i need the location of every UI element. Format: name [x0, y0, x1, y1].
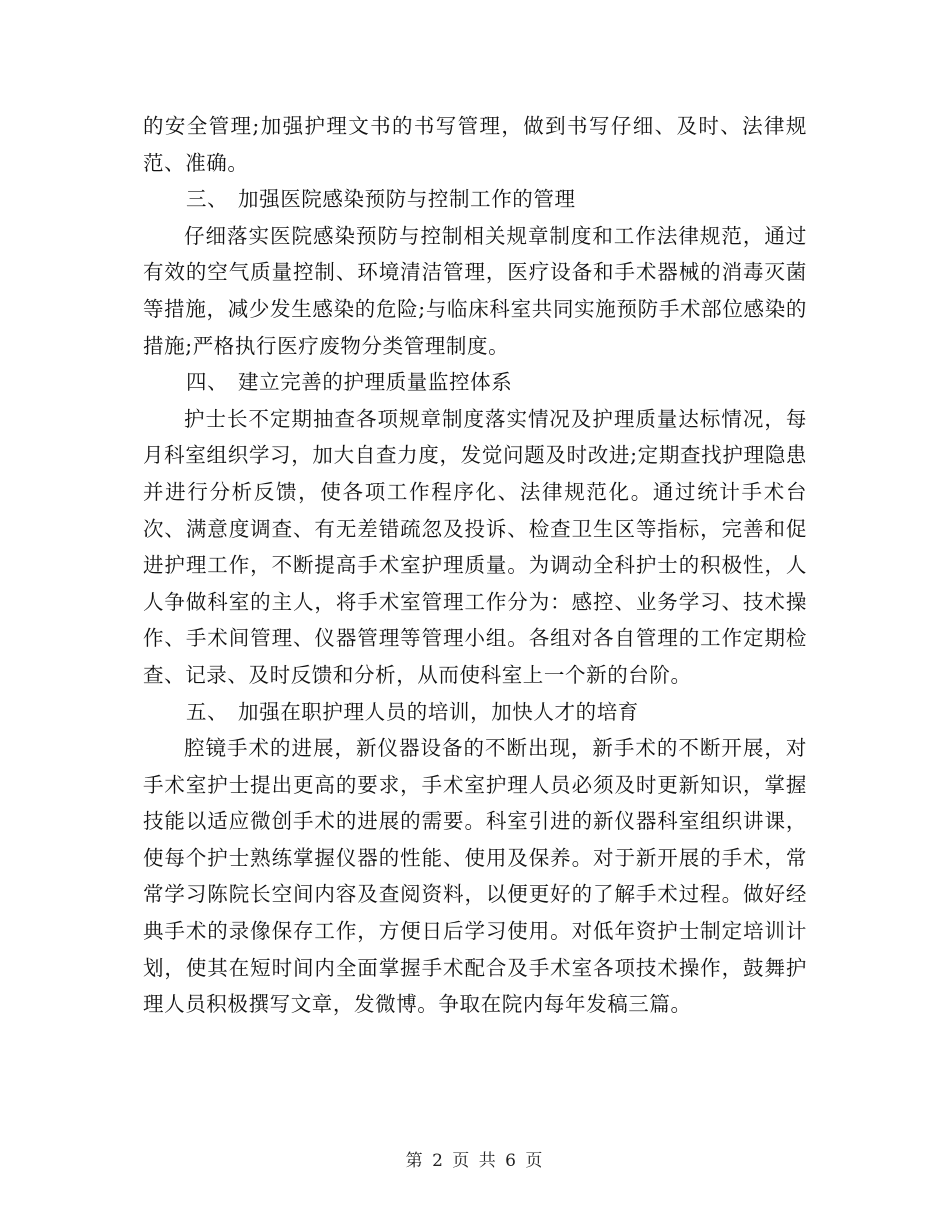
paragraph-continuation: 的安全管理;加强护理文书的书写管理，做到书写仔细、及时、法律规范、准确。	[143, 114, 807, 175]
section-number: 四、	[186, 370, 229, 395]
page-number-footer: 第 2 页 共 6 页	[405, 1151, 545, 1171]
paragraph-staff-training: 腔镜手术的进展，新仪器设备的不断出现，新手术的不断开展，对手术室护士提出更高的要求，手术室护理人员必须及时更新知识，掌握技能以适应微创手术的进展的需要。科室引进的新仪器科室组织讲课，使每个护士熟练掌握仪器的性能、使用及保养。对于新开展的手术，常常学习陈院长空间内容及查阅资料，以便更好的了解手术过程。做好经典手术的录像保存工作，方便日后学习使用。对低年资护士制定培训计划，使其在短时间内全面掌握手术配合及手术室各项技术操作，鼓舞护理人员积极撰写文章，发微博。争取在院内每年发稿三篇。	[143, 736, 807, 1017]
section-heading-4	[143, 364, 807, 401]
section-heading-5	[143, 694, 807, 731]
paragraph-infection-control: 仔细落实医院感染预防与控制相关规章制度和工作法律规范，通过有效的空气质量控制、环境清洁管理，医疗设备和手术器械的消毒灭菌等措施，减少发生感染的危险;与临床科室共同实施预防手术部位感染的措施;严格执行医疗废物分类管理制度。	[143, 223, 807, 358]
document-body	[143, 108, 807, 1023]
section-heading-3	[143, 181, 807, 218]
section-number: 三、	[186, 187, 229, 212]
section-title: 加强在职护理人员的培训，加快人才的培育	[238, 699, 639, 724]
section-title: 加强医院感染预防与控制工作的管理	[238, 187, 576, 212]
section-title: 建立完善的护理质量监控体系	[238, 370, 513, 395]
section-number: 五、	[186, 699, 229, 724]
paragraph-quality-monitoring: 护士长不定期抽查各项规章制度落实情况及护理质量达标情况，每月科室组织学习，加大自查力度，发觉问题及时改进;定期查找护理隐患并进行分析反馈，使各项工作程序化、法律规范化。通过统计手术台次、满意度调查、有无差错疏忽及投诉、检查卫生区等指标，完善和促进护理工作，不断提高手术室护理质量。为调动全科护士的积极性，人人争做科室的主人，将手术室管理工作分为：感控、业务学习、技术操作、手术间管理、仪器管理等管理小组。各组对各自管理的工作定期检查、记录、及时反馈和分析，从而使科室上一个新的台阶。	[143, 406, 807, 687]
